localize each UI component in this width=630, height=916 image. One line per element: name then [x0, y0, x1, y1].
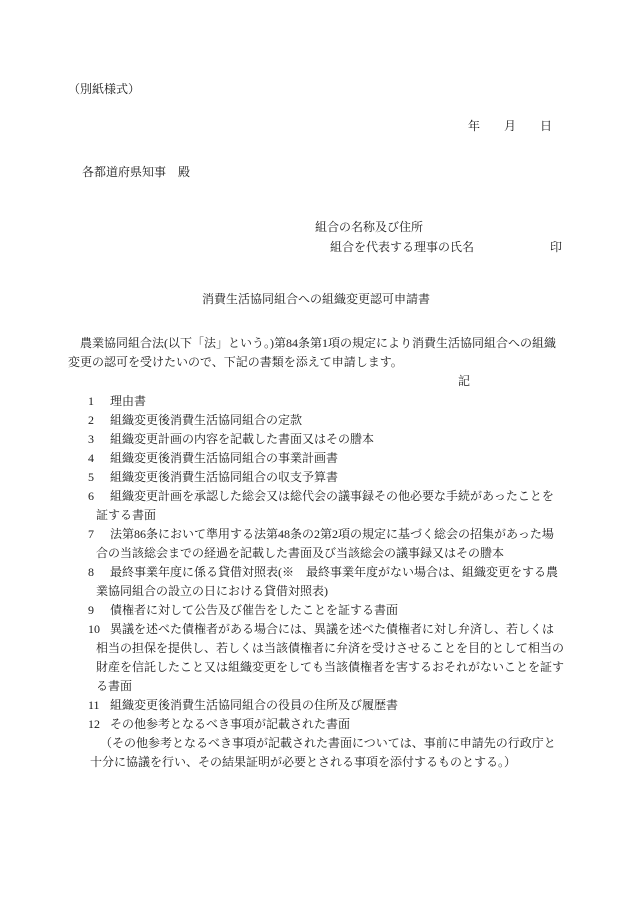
item-text: 組織変更計画の内容を記載した書面又はその謄本: [110, 432, 375, 446]
item-text: 組織変更後消費生活協同組合の役員の住所及び履歴書: [110, 698, 399, 712]
list-item: [68, 696, 564, 715]
list-item: [68, 620, 564, 696]
item-number: 8: [88, 565, 94, 579]
note-paragraph: （その他参考となるべき事項が記載された書面については、事前に申請先の行政庁と十分に協議を行い、その結果証明が必要とされる事項を添付するものとする。）: [90, 736, 556, 769]
list-heading: 記: [458, 374, 471, 388]
attachment-list: [68, 392, 564, 734]
list-item: [68, 430, 564, 449]
list-item: [68, 525, 564, 563]
list-item: [68, 411, 564, 430]
item-text: その他参考となるべき事項が記載された書面: [110, 717, 351, 731]
list-item: [68, 392, 564, 411]
item-number: 6: [88, 489, 94, 503]
addressee-line: 各都道府県知事 殿: [82, 165, 191, 179]
signature-block: [68, 218, 564, 257]
document-title: 消費生活協同組合への組織変更認可申請書: [201, 292, 430, 306]
representative-row: [330, 238, 564, 257]
list-item: [68, 468, 564, 487]
body-paragraph: 農業協同組合法(以下「法」という。)第84条第1項の規定により消費生活協同組合への組織変更の認可を受けたいので、下記の書類を添えて申請します。: [68, 336, 556, 369]
item-text: 法第86条において準用する法第48条の2第2項の規定に基づく総会の招集があった場合の当該総会までの経過を記載した書面及び当該総会の議事録又はその謄本: [96, 527, 554, 560]
item-number: 1: [88, 394, 94, 408]
date-line: 年 月 日: [467, 119, 552, 133]
item-text: 組織変更計画を承認した総会又は総代会の議事録その他必要な手続があったことを証する書面: [96, 489, 554, 522]
item-number: 2: [88, 413, 94, 427]
item-text: 組織変更後消費生活協同組合の定款: [110, 413, 303, 427]
item-text: 異議を述べた債権者がある場合には、異議を述べた債権者に対し弁済し、若しくは相当の担保を提供し、若しくは当該債権者に弁済を受けさせることを目的として相当の財産を信託したこと又は組織変更をしても当該債権者を害するおそれがないことを証する書面: [96, 622, 565, 693]
item-number: 5: [88, 470, 94, 484]
list-item: [68, 601, 564, 620]
item-number: 3: [88, 432, 94, 446]
org-name-address-label: 組合の名称及び住所: [315, 220, 424, 234]
list-item: [68, 563, 564, 601]
item-text: 理由書: [110, 394, 147, 408]
item-number: 9: [88, 603, 94, 617]
item-text: 組織変更後消費生活協同組合の収支予算書: [110, 470, 339, 484]
item-text: 最終事業年度に係る貸借対照表(※ 最終事業年度がない場合は、組織変更をする農業協同組合の設立の日における貸借対照表): [96, 565, 558, 598]
item-number: 11: [88, 698, 100, 712]
item-number: 10: [88, 622, 100, 636]
list-item: [68, 449, 564, 468]
item-number: 12: [88, 717, 100, 731]
item-number: 7: [88, 527, 94, 541]
seal-mark: 印: [549, 240, 562, 254]
form-style-label: （別紙様式）: [68, 82, 141, 96]
list-item: [68, 715, 564, 734]
item-text: 債権者に対して公告及び催告をしたことを証する書面: [110, 603, 399, 617]
representative-name-label: 組合を代表する理事の氏名: [330, 240, 475, 254]
item-number: 4: [88, 451, 94, 465]
list-item: [68, 487, 564, 525]
item-text: 組織変更後消費生活協同組合の事業計画書: [110, 451, 339, 465]
